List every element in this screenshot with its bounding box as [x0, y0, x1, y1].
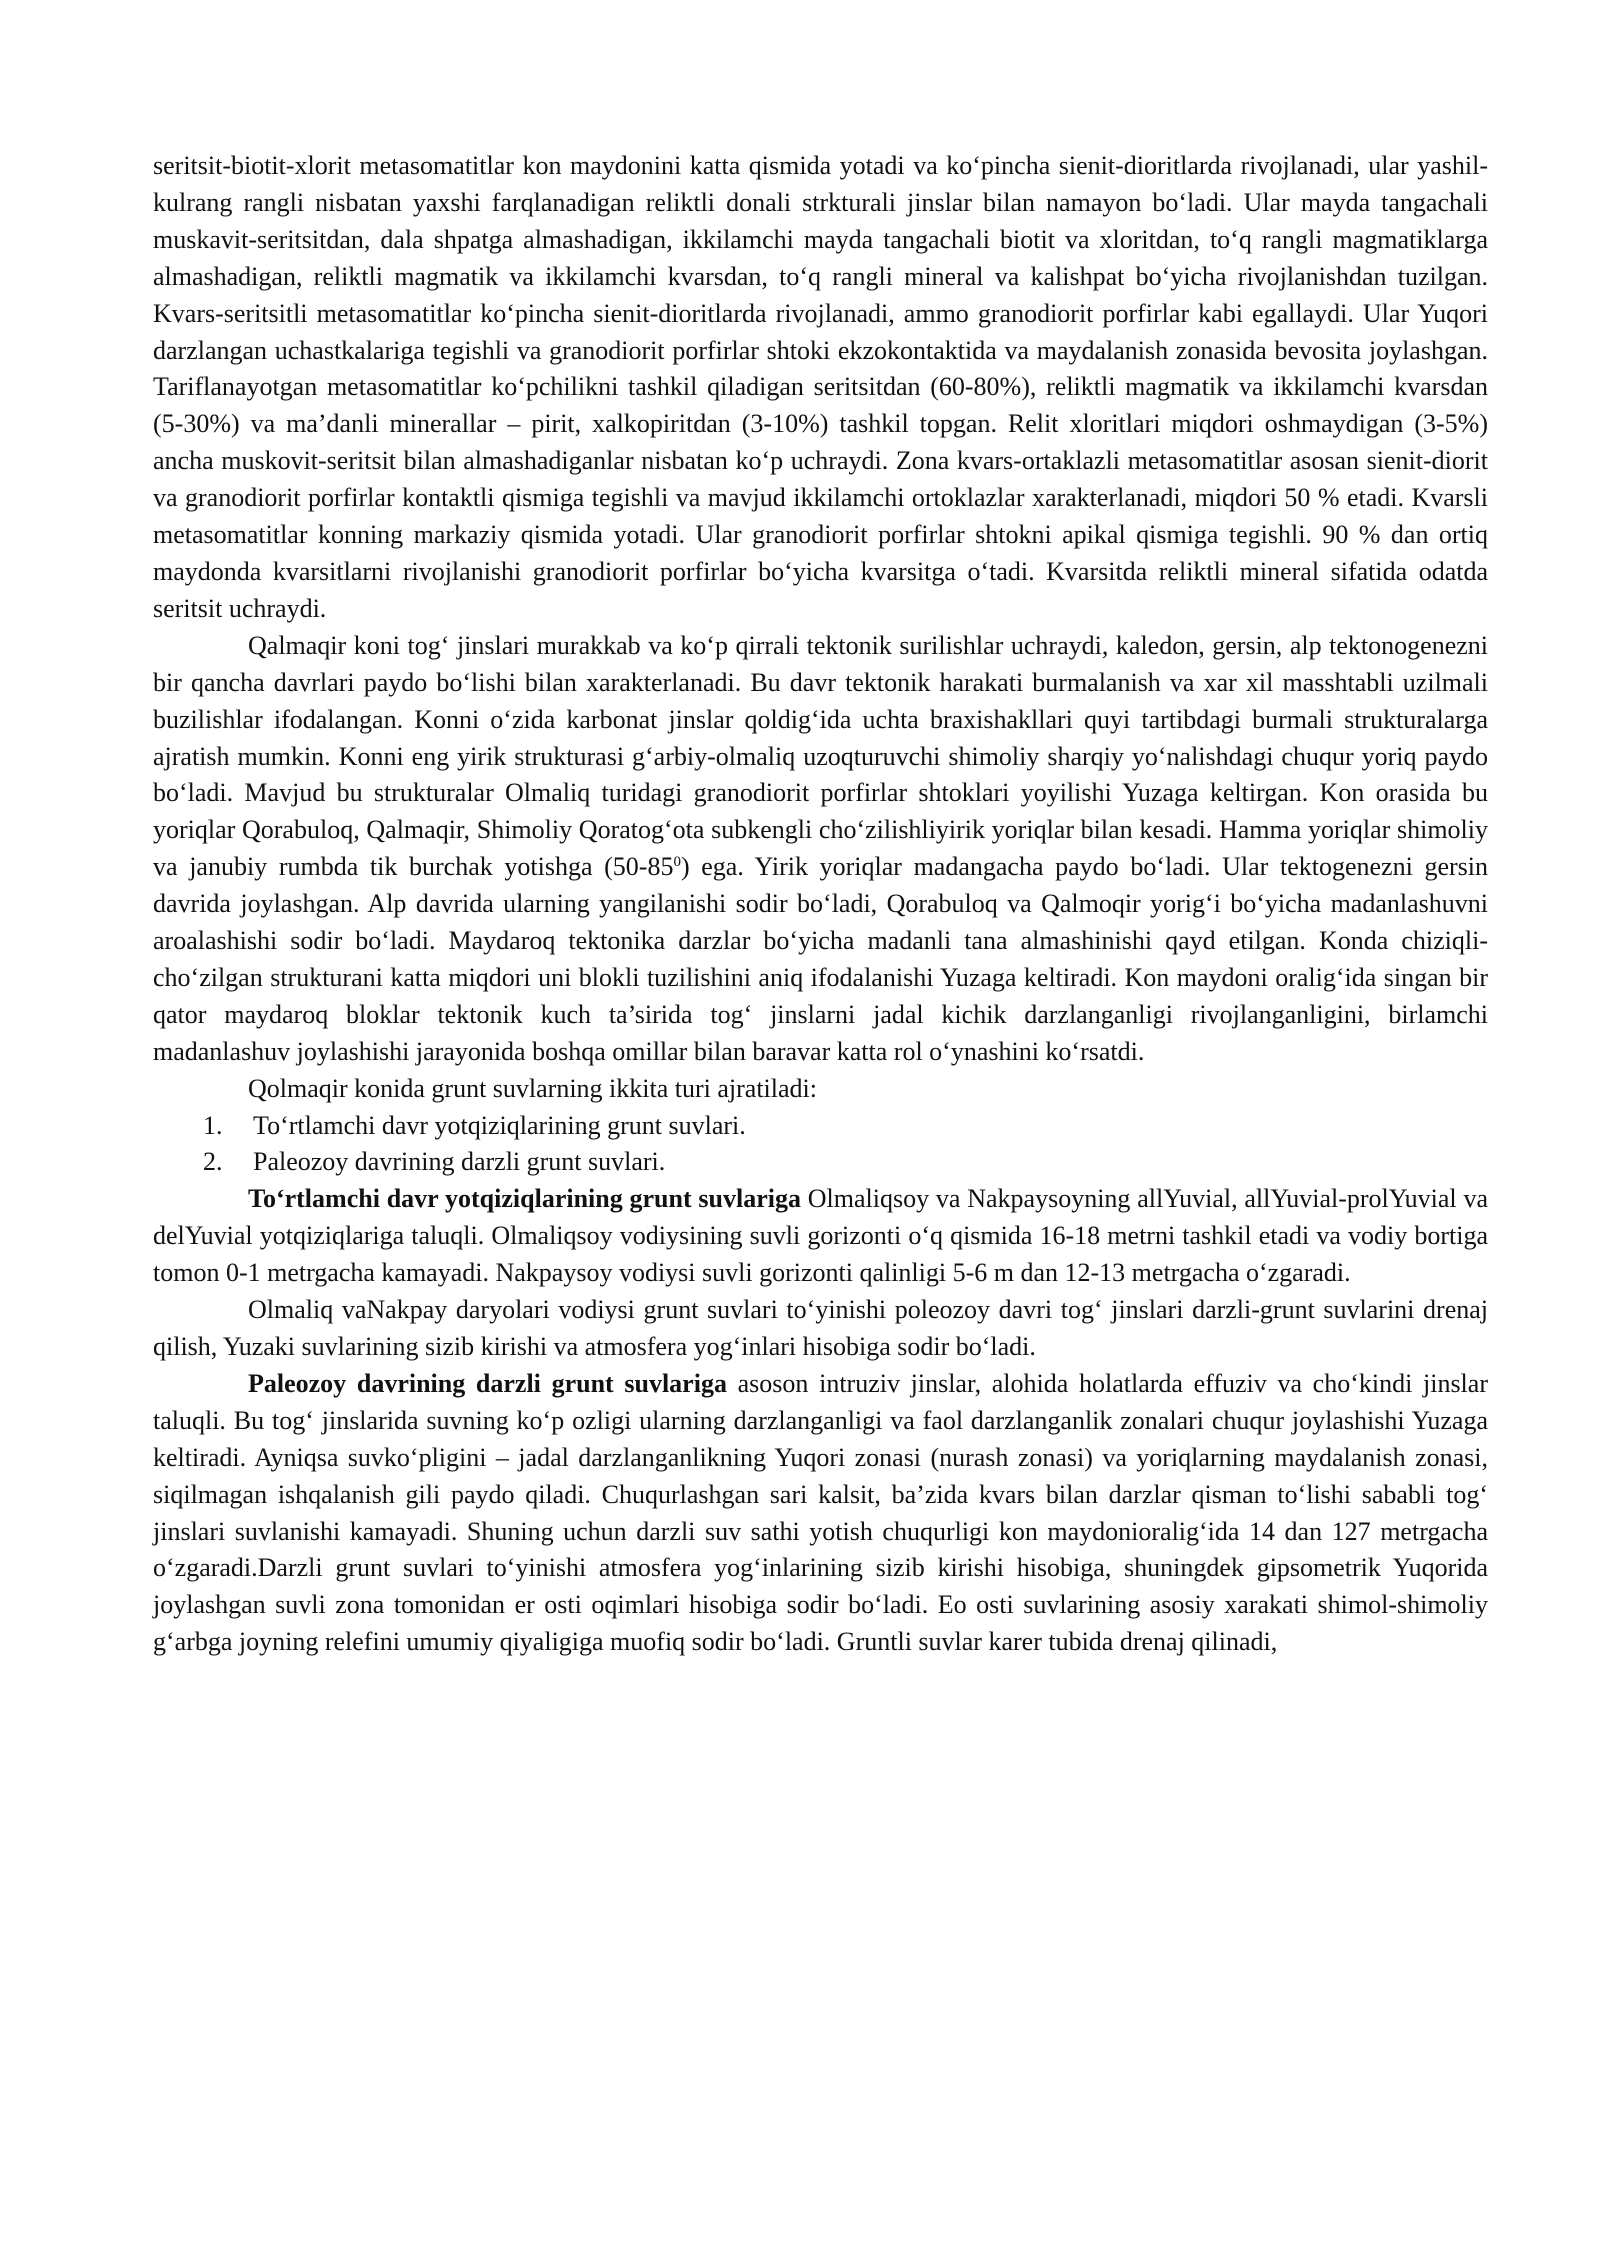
- paragraph-tectonics: [153, 628, 1488, 1071]
- paragraph-quaternary-waters: [153, 1181, 1488, 1292]
- tectonics-text-part2: ) ega. Yirik yoriqlar madangacha paydo bo‘ladi. Ular tektogenezni gersin davrida joylashgan. Alp davrida ularning yangilanishi sodir bo‘ladi, Qorabuloq va Qalmoqir yorig‘i bo‘yicha madanlashuvni aroalashishi sodir bo‘ladi. Maydaroq tektonika darzlar bo‘yicha madanli tana almashinishi qayd etilgan. Konda chiziqli-cho‘zilgan strukturani katta miqdori uni blokli tuzilishini aniq ifodalanishi Yuzaga keltiradi. Kon maydoni oralig‘ida singan bir qator maydaroq bloklar tektonik kuch ta’sirida tog‘ jinslarni jadal kichik darzlanganligi rivojlanganligini, birlamchi madanlashuv joylashishi jarayonida boshqa omillar bilan baravar katta rol o‘ynashini ko‘rsatdi.: [153, 852, 1488, 1066]
- list-item: [153, 1108, 1488, 1145]
- paragraph-groundwater-intro: Qolmaqir konida grunt suvlarning ikkita turi ajratiladi:: [248, 1073, 817, 1103]
- paragraph-metasomatites: seritsit-biotit-xlorit metasomatitlar kon maydonini katta qismida yotadi va ko‘pincha sienit-dioritlarda rivojlanadi, ular yashil-kulrang rangli nisbatan yaxshi farqlanadigan reliktli donali strkturali jinslar bilan namayon bo‘ladi. Ular mayda tangachali muskavit-seritsitdan, dala shpatga almashadigan, ikkilamchi mayda tangachali biotit va xloritdan, to‘q rangli magmatiklarga almashadigan, reliktli magmatik va ikkilamchi kvarsdan, to‘q rangli mineral va kalishpat bo‘yicha rivojlanishdan tuzilgan. Kvars-seritsitli metasomatitlar ko‘pincha sienit-dioritlarda rivojlanadi, ammo granodiorit porfirlar kabi egallaydi. Ular Yuqori darzlangan uchastkalariga tegishli va granodiorit porfirlar shtoki ekzokontaktida va maydalanish zonasida bevosita joylashgan. Tariflanayotgan metasomatitlar ko‘pchilikni tashkil qiladigan seritsitdan (60-80%), reliktli magmatik va ikkilamchi kvarsdan (5-30%) va ma’danli minerallar – pirit, xalkopiritdan (3-10%) tashkil topgan. Relit xloritlari miqdori oshmaydigan (3-5%) ancha muskovit-seritsit bilan almashadiganlar nisbatan ko‘p uchraydi. Zona kvars-ortaklazli metasomatitlar asosan sienit-diorit va granodiorit porfirlar kontaktli qismiga tegishli va mavjud ikkilamchi ortoklazlar xarakterlanadi, miqdori 50 % etadi. Kvarsli metasomatitlar konning markaziy qismida yotadi. Ular granodiorit porfirlar shtokni apikal qismiga tegishli. 90 % dan ortiq maydonda kvarsitlarni rivojlanishi granodiorit porfirlar bo‘yicha kvarsitga o‘tadi. Kvarsitda reliktli mineral sifatida odatda seritsit uchraydi.: [153, 151, 1488, 623]
- groundwater-types-list: [153, 1108, 1488, 1182]
- list-item-number: 2.: [203, 1147, 223, 1177]
- list-item-number: 1.: [203, 1110, 223, 1140]
- degree-superscript: 0: [673, 854, 681, 871]
- tectonics-text-part1: Qalmaqir koni tog‘ jinslari murakkab va ko‘p qirrali tektonik surilishlar uchraydi, kaledon, gersin, alp tektonogenezni bir qancha davrlari paydo bo‘lishi bilan xarakterlanadi. Bu davr tektonik harakati burmalanish va xar xil masshtabli uzilmali buzilishlar ifodalangan. Konni o‘zida karbonat jinslar qoldig‘ida uchta braxishakllari quyi tartibdagi burmali strukturalarga ajratish mumkin. Konni eng yirik strukturasi g‘arbiy-olmaliq uzoqturuvchi shimoliy sharqiy yo‘nalishdagi chuqur yoriq paydo bo‘ladi. Mavjud bu strukturalar Olmaliq turidagi granodiorit porfirlar shtoklari yoyilishi Yuzaga keltirgan. Kon orasida bu yoriqlar Qorabuloq, Qalmaqir, Shimoliy Qoratog‘ota subkengli cho‘zilishliyirik yoriqlar bilan kesadi. Hamma yoriqlar shimoliy va janubiy rumbda tik burchak yotishga (50-85: [153, 630, 1488, 882]
- paleozoic-body-text: asoson intruziv jinslar, alohida holatlarda effuziv va cho‘kindi jinslar taluqli. Bu tog‘ jinslarida suvning ko‘p ozligi ularning darzlanganligi va faol darzlanganlik zonalari chuqur joylashishi Yuzaga keltiradi. Ayniqsa suvko‘pligini – jadal darzlanganlikning Yuqori zonasi (nurash zonasi) va yoriqlarning maydalanish zonasi, siqilmagan ishqalanish gili paydo qiladi. Chuqurlashgan sari kalsit, ba’zida kvars bilan darzlar qisman to‘lishi sababli tog‘ jinslari suvlanishi kamayadi. Shuning uchun darzli suv sathi yotish chuqurligi kon maydonioralig‘ida 14 dan 127 metrgacha o‘zgaradi.Darzli grunt suvlari to‘yinishi atmosfera yog‘inlarining sizib kirishi hisobiga, shuningdek gipsometrik Yuqorida joylashgan suvli zona tomonidan er osti oqimlari hisobiga sodir bo‘ladi. Eo osti suvlarining asosiy xarakati shimol-shimoliy g‘arbga joyning relefini umumiy qiyaligiga muofiq sodir bo‘ladi. Gruntli suvlar karer tubida drenaj qilinadi,: [153, 1368, 1488, 1657]
- document-page: [153, 148, 1488, 1661]
- list-item-text: To‘rtlamchi davr yotqiziqlarining grunt suvlari.: [253, 1110, 746, 1140]
- paragraph-paleozoic-waters: [153, 1366, 1488, 1661]
- paragraph-river-valleys: Olmaliq vaNakpay daryolari vodiysi grunt suvlari to‘yinishi poleozoy davri tog‘ jinslari darzli-grunt suvlarini drenaj qilish, Yuzaki suvlarining sizib kirishi va atmosfera yog‘inlari hisobiga sodir bo‘ladi.: [153, 1295, 1488, 1361]
- quaternary-heading-text: To‘rtlamchi davr yotqiziqlarining grunt suvlariga: [248, 1184, 801, 1214]
- quaternary-body-text: Olmaliqsoy va Nakpaysoyning allYuvial, allYuvial-prolYuvial va delYuvial yotqiziqlariga taluqli. Olmaliqsoy vodiysining suvli gorizonti o‘q qismida 16-18 metrni tashkil etadi va vodiy bortiga tomon 0-1 metrgacha kamayadi. Nakpaysoy vodiysi suvli gorizonti qalinligi 5-6 m dan 12-13 metrgacha o‘zgaradi.: [153, 1184, 1488, 1288]
- list-item-text: Paleozoy davrining darzli grunt suvlari.: [253, 1147, 666, 1177]
- list-item: [153, 1144, 1488, 1181]
- paleozoic-heading-text: Paleozoy davrining darzli grunt suvlariga: [248, 1368, 727, 1398]
